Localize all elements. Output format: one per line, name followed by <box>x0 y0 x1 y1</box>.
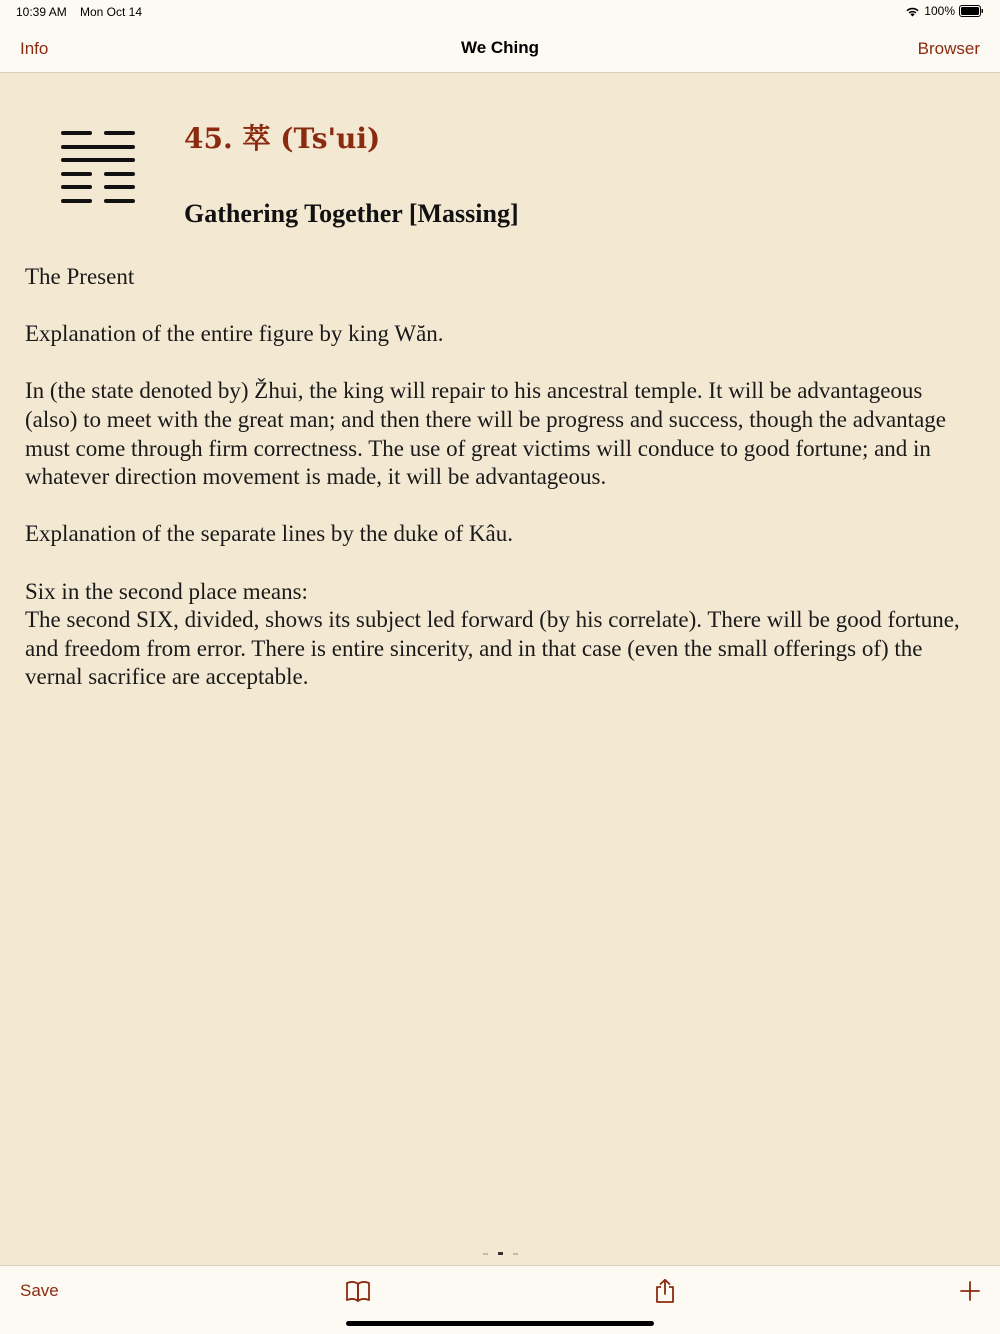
hexagram-subtitle: Gathering Together [Massing] <box>184 199 519 228</box>
app-title: We Ching <box>460 38 540 57</box>
save-button[interactable]: Save <box>20 1281 59 1300</box>
page-dot[interactable] <box>498 1252 503 1255</box>
hexagram-line-broken <box>61 199 135 203</box>
section-heading: The Present <box>25 264 135 289</box>
home-indicator[interactable] <box>346 1321 654 1326</box>
hexagram-figure <box>61 131 135 203</box>
wifi-icon <box>905 6 920 17</box>
hexagram-title: 45. 萃 (Ts'ui) <box>184 122 381 155</box>
plus-icon[interactable] <box>957 1278 983 1304</box>
page-dot[interactable] <box>513 1253 518 1255</box>
hexagram-text <box>25 263 975 721</box>
hexagram-line-solid <box>61 158 135 162</box>
duke-intro: Explanation of the separate lines by the duke of Kâu. <box>25 521 513 547</box>
status-right <box>905 4 984 18</box>
hexagram-line-broken <box>61 131 135 135</box>
info-button[interactable]: Info <box>20 39 49 58</box>
king-intro: Explanation of the entire figure by king Wăn. <box>25 321 444 347</box>
browser-button[interactable]: Browser <box>917 39 980 58</box>
hexagram-line-broken <box>61 185 135 189</box>
king-text: In (the state denoted by) Žhui, the king will repair to his ancestral temple. It will be advantageous (also) to meet with the great man; and then there will be progress and success, though the advantage must come through firm correctness. The use of great victims will conduce to good fortune; and in whatever direction movement is made, it will be advantageous. <box>25 378 946 490</box>
hexagram-line-broken <box>61 172 135 176</box>
hexagram-line-solid <box>61 145 135 149</box>
page-dot[interactable] <box>483 1253 488 1255</box>
page-indicator[interactable] <box>0 1245 1000 1263</box>
navigation-bar <box>0 24 1000 73</box>
battery-icon <box>959 5 984 17</box>
reading-content[interactable] <box>0 73 1000 1265</box>
battery-percent: 100% <box>924 4 955 18</box>
share-icon[interactable] <box>652 1278 678 1304</box>
status-time: 10:39 AM <box>16 5 67 19</box>
line-label: Six in the second place means: <box>25 578 308 604</box>
line-text: The second SIX, divided, shows its subject led forward (by his correlate). There will be good fortune, and freedom from error. There is entire sincerity, and in that case (even the small offerings of) the vernal sacrifice are acceptable. <box>25 607 960 690</box>
status-bar <box>0 0 1000 24</box>
book-icon[interactable] <box>345 1278 371 1304</box>
status-date: Mon Oct 14 <box>80 5 143 19</box>
